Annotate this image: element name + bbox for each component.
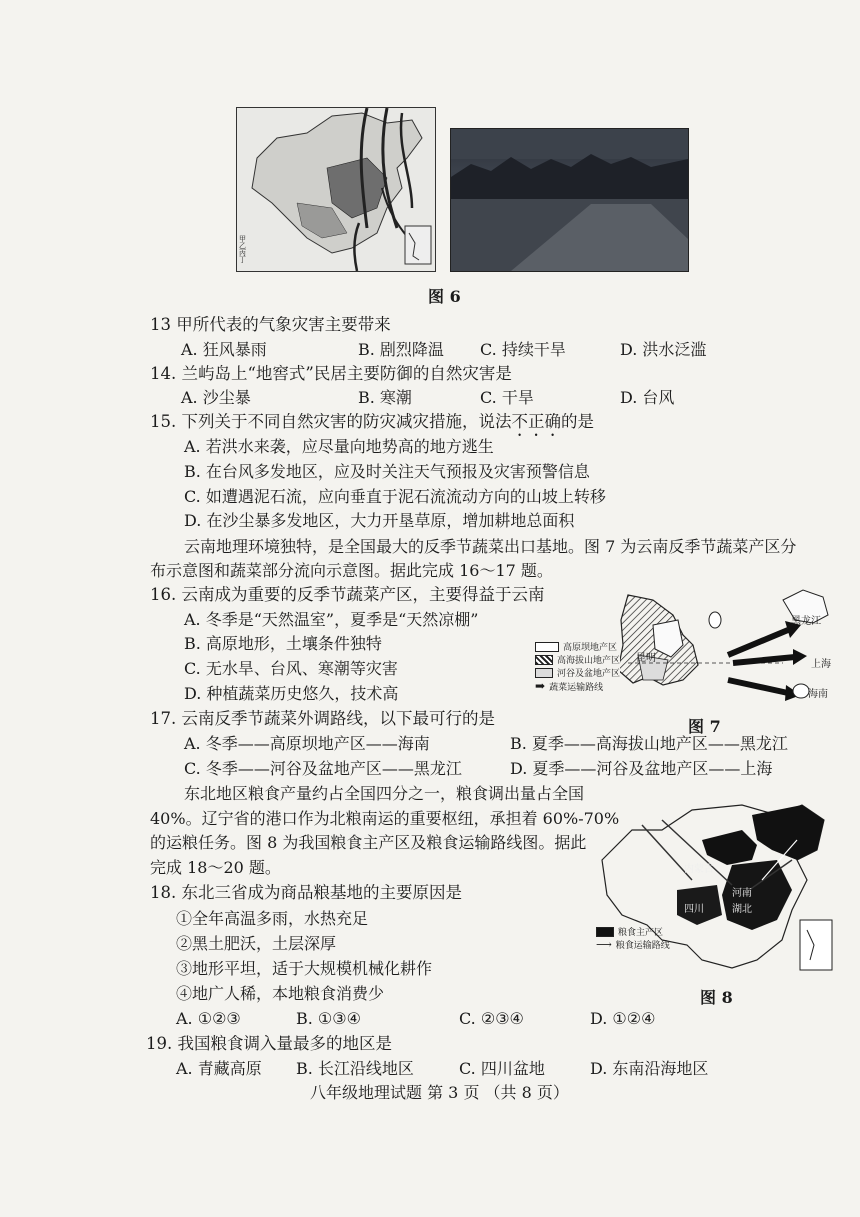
q18-item-2: ②黑土肥沃，土层深厚 [176, 934, 337, 953]
q18-option-b: B. ①③④ [296, 1009, 361, 1028]
intro-18-20-line3: 的运粮任务。图 8 为我国粮食主产区及粮食运输路线图。据此 [150, 833, 587, 852]
place-kunming: 昆明 [636, 653, 656, 664]
q13-option-a: A. 狂风暴雨 [181, 340, 267, 359]
q18-item-4: ④地广人稀，本地粮食消费少 [176, 984, 385, 1003]
swatch-black-icon [596, 927, 614, 937]
legend-grain-route: ⟶ 粮食运输路线 [596, 938, 670, 951]
q19-option-a: A. 青藏高原 [176, 1059, 262, 1078]
q14-stem: 14. 兰屿岛上“地窖式”民居主要防御的自然灾害是 [150, 364, 512, 383]
legend-transport-route: ➡ 蔬菜运输路线 [535, 679, 604, 693]
q13-option-b: B. 剧烈降温 [358, 340, 444, 359]
q17-option-b: B. 夏季——高海拔山地产区——黑龙江 [510, 734, 788, 753]
fig6-disaster-map [236, 107, 436, 272]
q17-option-a: A. 冬季——高原坝地产区——海南 [184, 734, 430, 753]
legend-ding: 丁 [239, 256, 246, 264]
arrow-icon: ➡ [535, 679, 546, 693]
intro-18-20-line2: 40%。辽宁省的港口作为北粮南运的重要枢纽，承担着 60%-70% [150, 809, 620, 828]
arrow-line-icon: ⟶ [596, 938, 612, 951]
place-shanghai: 上海 [811, 659, 831, 670]
legend-plateau-basin: 高原坝地产区 [535, 640, 620, 653]
q18-stem: 18. 东北三省成为商品粮基地的主要原因是 [150, 883, 462, 902]
q18-option-d: D. ①②④ [590, 1009, 656, 1028]
q16-option-c: C. 无水旱、台风、寒潮等灾害 [184, 659, 398, 678]
fig8-legend [596, 925, 670, 951]
q15-option-b: B. 在台风多发地区，应及时关注天气预报及灾害预警信息 [184, 462, 590, 481]
fig7-label: 图 7 [688, 717, 721, 736]
q18-item-3: ③地形平坦，适于大规模机械化耕作 [176, 959, 433, 978]
fig6-dwelling-photo [450, 128, 689, 272]
fig7-legend [535, 640, 620, 693]
q17-option-d: D. 夏季——河谷及盆地产区——上海 [510, 759, 773, 778]
legend-grain-area: 粮食主产区 [596, 925, 670, 938]
place-hainan: 海南 [808, 689, 828, 700]
q16-stem: 16. 云南成为重要的反季节蔬菜产区，主要得益于云南 [150, 585, 545, 604]
q19-option-c: C. 四川盆地 [459, 1059, 545, 1078]
q19-option-d: D. 东南沿海地区 [590, 1059, 709, 1078]
swatch-grey-icon [535, 668, 553, 678]
q13-option-c: C. 持续干旱 [480, 340, 566, 359]
fig7-yunnan-map [533, 585, 833, 710]
q19-stem: 19. 我国粮食调入量最多的地区是 [146, 1034, 392, 1053]
q16-option-a: A. 冬季是“天然温室”，夏季是“天然凉棚” [184, 610, 479, 629]
place-henan: 河南 [732, 888, 752, 899]
q14-option-a: A. 沙尘暴 [181, 388, 251, 407]
q16-option-b: B. 高原地形，土壤条件独特 [184, 634, 382, 653]
q15-option-c: C. 如遭遇泥石流，应向垂直于泥石流流动方向的山坡上转移 [184, 487, 606, 506]
q14-option-b: B. 寒潮 [358, 388, 412, 407]
q15-stem-post: 的是 [561, 412, 594, 431]
q17-option-c: C. 冬季——河谷及盆地产区——黑龙江 [184, 759, 462, 778]
q14-option-c: C. 干旱 [480, 388, 534, 407]
q14-option-d: D. 台风 [620, 388, 675, 407]
intro-16-17-line2: 布示意图和蔬菜部分流向示意图。据此完成 16～17 题。 [150, 561, 553, 580]
swatch-hatched-icon [535, 655, 553, 665]
legend-yi: 乙 [239, 242, 246, 250]
legend-high-mountain: 高海拔山地产区 [535, 653, 620, 666]
place-heilongjiang: 黑龙江 [791, 616, 821, 627]
place-sichuan: 四川 [684, 904, 704, 915]
q18-option-a: A. ①②③ [176, 1009, 241, 1028]
place-neimenggu: 内蒙古 [684, 864, 714, 875]
fig6-label: 图 6 [428, 287, 461, 306]
q15-stem-pre: 15. 下列关于不同自然灾害的防灾减灾措施，说法 [150, 412, 512, 431]
q13-option-d: D. 洪水泛滥 [620, 340, 707, 359]
page-footer: 八年级地理试题 第 3 页 （共 8 页） [310, 1083, 569, 1102]
q15-option-a: A. 若洪水来袭，应尽量向地势高的地方逃生 [184, 437, 494, 456]
legend-jia: 甲 [239, 235, 246, 243]
q19-option-b: B. 长江沿线地区 [296, 1059, 414, 1078]
china-disaster-map-drawing [237, 108, 435, 271]
place-hubei: 湖北 [732, 904, 752, 915]
dwelling-photo-drawing [451, 129, 688, 271]
legend-valley-basin: 河谷及盆地产区 [535, 666, 620, 679]
q16-option-d: D. 种植蔬菜历史悠久，技术高 [184, 684, 399, 703]
swatch-plain-icon [535, 642, 559, 652]
intro-18-20-line1: 东北地区粮食产量约占全国四分之一，粮食调出量占全国 [184, 784, 585, 803]
fig6-map-legend [239, 236, 263, 264]
q15-option-d: D. 在沙尘暴多发地区，大力开垦草原，增加耕地总面积 [184, 511, 575, 530]
q15-stem-emphasis: 不正确 [511, 412, 561, 431]
q13-stem: 13 甲所代表的气象灾害主要带来 [150, 315, 391, 334]
legend-bing: 丙 [239, 249, 246, 257]
fig8-grain-map [592, 800, 840, 975]
q17-stem: 17. 云南反季节蔬菜外调路线，以下最可行的是 [150, 709, 495, 728]
intro-18-20-line4: 完成 18～20 题。 [150, 858, 281, 877]
fig8-label: 图 8 [700, 988, 733, 1007]
q18-option-c: C. ②③④ [459, 1009, 524, 1028]
intro-16-17-line1: 云南地理环境独特，是全国最大的反季节蔬菜出口基地。图 7 为云南反季节蔬菜产区分 [184, 537, 797, 556]
q18-item-1: ①全年高温多雨，水热充足 [176, 909, 369, 928]
